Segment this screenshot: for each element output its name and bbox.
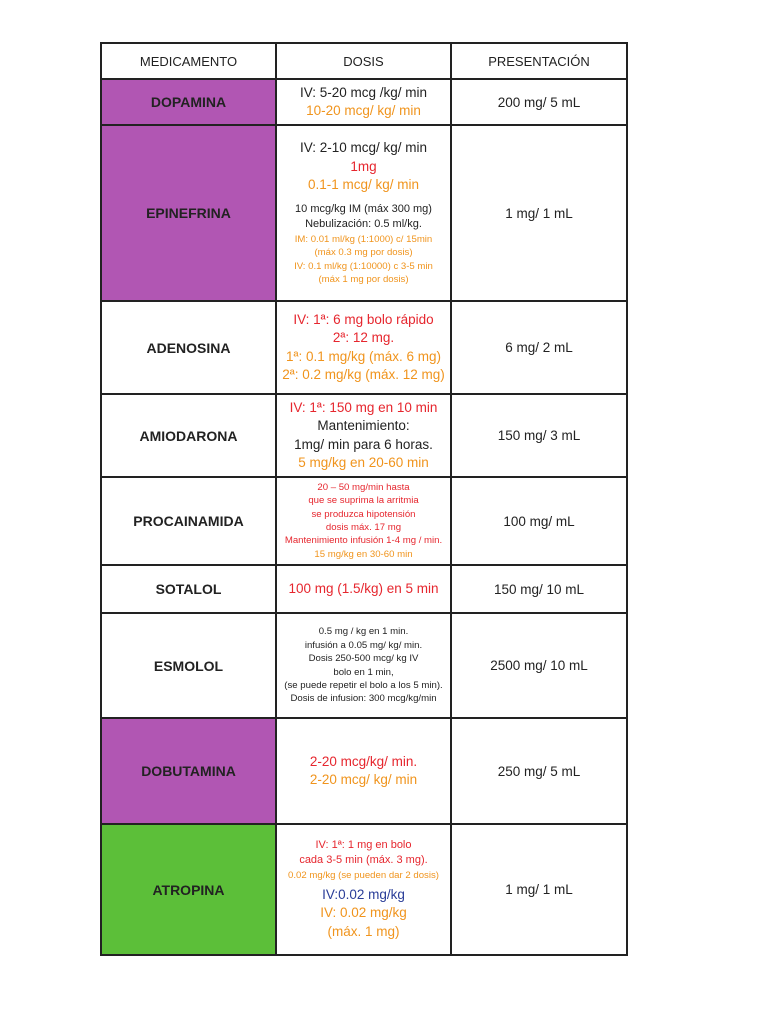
dose-line: IV:0.02 mg/kg (322, 887, 405, 903)
dose-line: 2-20 mcg/ kg/ min (309, 772, 418, 787)
dose-line: 2-20 mcg/kg/ min. (309, 753, 418, 769)
header-presentacion: PRESENTACIÓN (451, 43, 627, 79)
dose-line: 10-20 mcg/ kg/ min (306, 103, 421, 118)
dose-line: IV: 1ª: 6 mg bolo rápido (293, 312, 434, 328)
dose-line: Mantenimiento infusión 1-4 mg / min. (284, 535, 443, 547)
drug-name: SOTALOL (101, 565, 276, 613)
dose-line: dosis máx. 17 mg (325, 522, 402, 533)
dose-line: 15 mg/kg en 30-60 min (314, 548, 413, 560)
dose-cell (276, 79, 451, 125)
presentation-cell: 200 mg/ 5 mL (451, 79, 627, 125)
dose-cell (276, 394, 451, 477)
dose-line: (máx. 1 mg) (327, 923, 400, 939)
dose-line: Mantenimiento: (317, 418, 410, 434)
dose-cell (276, 125, 451, 301)
dose-line: Dosis de infusion: 300 mcg/kg/min (290, 693, 437, 705)
dose-line: bolo en 1 min, (333, 666, 394, 678)
dose-line: IV: 1ª: 150 mg en 10 min (289, 400, 438, 416)
drug-name: DOPAMINA (101, 79, 276, 125)
dose-line: 10 mcg/kg IM (máx 300 mg) (295, 203, 432, 216)
dose-line: 1ª: 0.1 mg/kg (máx. 6 mg) (285, 348, 442, 364)
table-row (101, 125, 627, 301)
table-row (101, 824, 627, 955)
dose-line: (máx 1 mg por dosis) (318, 274, 409, 286)
dose-line: IV: 1ª: 1 mg en bolo (315, 839, 412, 852)
presentation-cell: 150 mg/ 3 mL (451, 394, 627, 477)
presentation-cell: 1 mg/ 1 mL (451, 824, 627, 955)
table-row (101, 613, 627, 718)
dose-line: Nebulización: 0.5 ml/kg. (305, 218, 422, 231)
dose-line: (se puede repetir el bolo a los 5 min). (284, 679, 443, 691)
dose-cell (276, 301, 451, 394)
dose-line: 0.1-1 mcg/ kg/ min (307, 176, 420, 192)
dose-line: cada 3-5 min (máx. 3 mg). (299, 854, 428, 867)
dose-cell (276, 565, 451, 613)
dose-cell (276, 477, 451, 565)
presentation-cell: 150 mg/ 10 mL (451, 565, 627, 613)
header-medicamento: MEDICAMENTO (101, 43, 276, 79)
dose-line: infusión a 0.05 mg/ kg/ min. (304, 639, 423, 651)
dose-line: IV: 5-20 mcg /kg/ min (299, 84, 428, 100)
presentation-cell: 250 mg/ 5 mL (451, 718, 627, 824)
dose-line: IV: 0.1 ml/kg (1:10000) c 3-5 min (294, 260, 433, 272)
dose-line: (máx 0.3 mg por dosis) (314, 247, 413, 259)
presentation-cell: 6 mg/ 2 mL (451, 301, 627, 394)
drug-name: AMIODARONA (101, 394, 276, 477)
drug-name: ADENOSINA (101, 301, 276, 394)
dose-line: 20 – 50 mg/min hasta (317, 481, 410, 493)
drug-name: DOBUTAMINA (101, 718, 276, 824)
table-row (101, 394, 627, 477)
table-row (101, 565, 627, 613)
table-row (101, 301, 627, 394)
table-row (101, 477, 627, 565)
dose-line: 2ª: 0.2 mg/kg (máx. 12 mg) (282, 366, 445, 382)
dose-line: 100 mg (1.5/kg) en 5 min (288, 580, 439, 596)
dose-line: se produzca hipotensión (311, 508, 416, 520)
header-row (101, 43, 627, 79)
dose-line: IV: 0.02 mg/kg (320, 905, 407, 921)
presentation-cell: 100 mg/ mL (451, 477, 627, 565)
drug-name: ESMOLOL (101, 613, 276, 718)
dose-line: que se suprima la arritmia (308, 495, 419, 507)
drug-name: PROCAINAMIDA (101, 477, 276, 565)
dose-line: 2ª: 12 mg. (332, 330, 395, 346)
dose-line: 1mg/ min para 6 horas. (294, 436, 433, 452)
dose-line: 1mg (350, 158, 377, 174)
drug-name: EPINEFRINA (101, 125, 276, 301)
dose-cell (276, 718, 451, 824)
header-dosis: DOSIS (276, 43, 451, 79)
table-row (101, 79, 627, 125)
dose-line: Dosis 250-500 mcg/ kg IV (308, 653, 419, 665)
table-row (101, 718, 627, 824)
dose-line: 0.02 mg/kg (se pueden dar 2 dosis) (288, 869, 439, 881)
presentation-cell: 1 mg/ 1 mL (451, 125, 627, 301)
dose-cell (276, 824, 451, 955)
dose-line: 5 mg/kg en 20-60 min (298, 454, 429, 470)
dose-line: IM: 0.01 ml/kg (1:1000) c/ 15min (294, 233, 433, 245)
medication-table (100, 42, 628, 956)
presentation-cell: 2500 mg/ 10 mL (451, 613, 627, 718)
dose-line: 0.5 mg / kg en 1 min. (318, 626, 409, 638)
dose-cell (276, 613, 451, 718)
dose-line: IV: 2-10 mcg/ kg/ min (299, 140, 428, 156)
drug-name: ATROPINA (101, 824, 276, 955)
